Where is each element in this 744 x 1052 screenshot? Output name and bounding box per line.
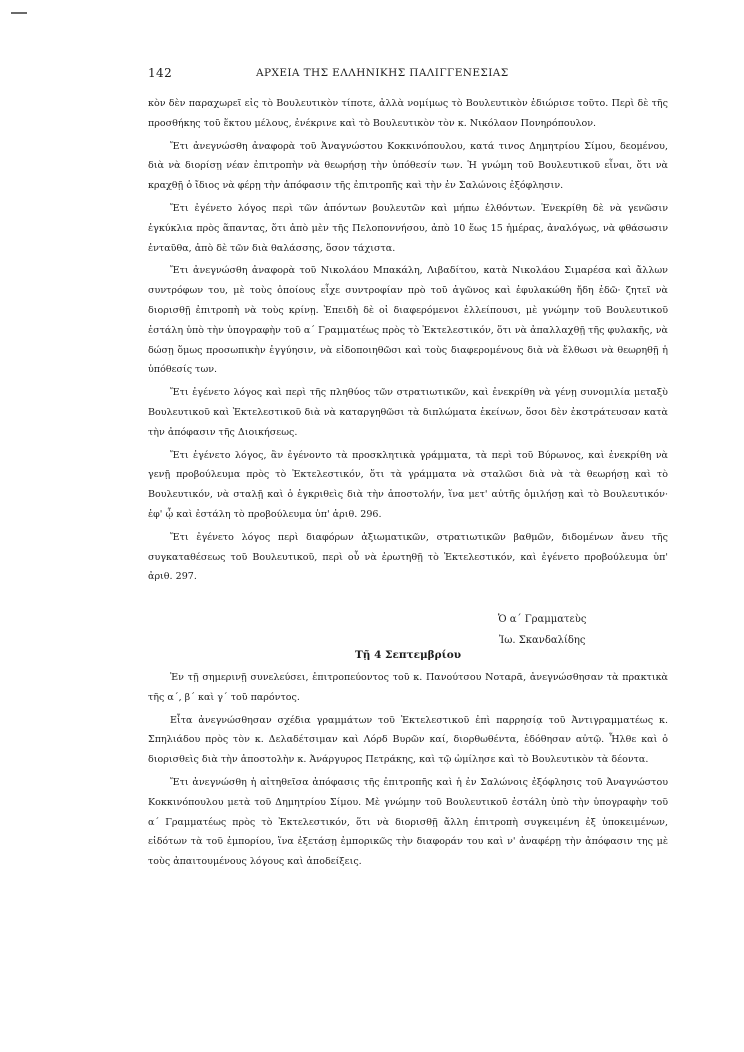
signature-block — [498, 609, 586, 651]
section-body-text — [148, 668, 668, 875]
paragraph: Ἐν τῇ σημερινῇ συνελεύσει, ἐπιτροπεύοντος τοῦ κ. Πανούτσου Νοταρᾶ, ἀνεγνώσθησαν τὰ πρακτικὰ τῆς α΄, β΄ καὶ γ΄ τοῦ παρόντος. — [148, 672, 668, 703]
scan-mark — [11, 12, 27, 14]
paragraph: Ἔτι ἐγένετο λόγος περὶ διαφόρων ἀξιωματικῶν, στρατιωτικῶν βαθμῶν, διδομένων ἄνευ τῆς συγκαταθέσεως τοῦ Βουλευτικοῦ, περὶ οὗ νὰ ἐρωτηθῇ τὸ Ἐκτελεστικόν, καὶ ἐγένετο προβούλευμα ὑπ' ἀριθ. 297. — [148, 531, 668, 583]
paragraph: κὸν δὲν παραχωρεῖ εἰς τὸ Βουλευτικὸν τίποτε, ἀλλὰ νομίμως τὸ Βουλευτικὸν ἐδιώρισε τοῦτο. Περὶ δὲ τῆς προσθήκης τοῦ ἕκτου μέλους, ἐνέκρινε καὶ τὸ Βουλευτικὸν τὸν κ. Νικόλαον Πονηρόπουλον. — [148, 98, 668, 129]
paragraph: Ἔτι ἀνεγνώσθη ἡ αἰτηθεῖσα ἀπόφασις τῆς ἐπιτροπῆς καὶ ἡ ἐν Σαλώνοις ἐξόφλησις τοῦ Ἀναγνώστου Κοκκινόπουλου μετὰ τοῦ Δημητρίου Σίμου. Μὲ γνώμην τοῦ Βουλευτικοῦ ἐστάλη ὑπὸ τὴν ὑπογραφὴν τοῦ α΄ Γραμματέως πρὸς τὸ Ἐκτελεστικόν, ὅτι νὰ διορισθῇ ἄλλη ἐπιτροπὴ συγκειμένη ἐξ ὑποκειμένων, εἰδότων τὰ τοῦ ἐμπορίου, ἵνα ἐξετάσῃ ἐμπορικῶς τὴν διαφοράν του καὶ ν' ἀναφέρῃ τὴν ἀπόφασιν της μὲ τοὺς ἀπαιτουμένους λόγους καὶ ἀποδείξεις. — [148, 776, 668, 868]
page-number: 142 — [148, 66, 173, 80]
signature-name: Ἰω. Σκανδαλίδης — [499, 635, 586, 646]
paragraph: Ἔτι ἐγένετο λόγος περὶ τῶν ἀπόντων βουλευτῶν καὶ μήπω ἐλθόντων. Ἐνεκρίθη δὲ νὰ γενῶσιν ἐγκύκλια πρὸς ἅπαντας, ὅτι ἀπὸ μὲν τῆς Πελοποννήσου, ἀπὸ 10 ἕως 15 ἡμέρας, ἀναλόγως, νὰ φθάσωσιν ἐνταῦθα, ἀπὸ δὲ τῶν διὰ θαλάσσης, ὅσον τάχιστα. — [148, 202, 668, 254]
paragraph: Ἔτι ἀνεγνώσθη ἀναφορὰ τοῦ Ἀναγνώστου Κοκκινόπουλου, κατά τινος Δημητρίου Σίμου, δεομένου, διὰ νὰ διορίσῃ νέαν ἐπιτροπὴν νὰ θεωρήσῃ τὴν ὑπόθεσίν των. Ἡ γνώμη τοῦ Βουλευτικοῦ εἶναι, ὅτι νὰ κραχθῇ ὁ ἴδιος νὰ φέρῃ τὴν ἀπόφασιν τῆς ἐπιτροπῆς καὶ τὴν ἐν Σαλώνοις ἐξόφλησιν. — [148, 140, 668, 192]
paragraph: Ἔτι ἐγένετο λόγος καὶ περὶ τῆς πληθύος τῶν στρατιωτικῶν, καὶ ἐνεκρίθη νὰ γένῃ συνομιλία μεταξὺ Βουλευτικοῦ καὶ Ἐκτελεστικοῦ διὰ νὰ καταργηθῶσι τὰ διπλώματα ἐκείνων, ὅσοι δὲν ἐκστράτευσαν κατὰ τὴν ἀπόφασιν τῆς Διοικήσεως. — [148, 387, 668, 438]
paragraph: Ἔτι ἀνεγνώσθη ἀναφορὰ τοῦ Νικολάου Μπακάλη, Λιβαδίτου, κατὰ Νικολάου Σιμαρέσα καὶ ἄλλων συντρόφων του, μὲ τοὺς ὁποίους εἶχε συντροφίαν πρὸ τοῦ ἀγῶνος καὶ ἐφυλακώθη ἤδη ἐδῶ· ζητεῖ νὰ διορισθῇ ἐπιτροπὴ νὰ τοὺς κρίνῃ. Ἐπειδὴ δὲ οἱ διαφερόμενοι ἐλλείπουσι, μὲ γνώμην τοῦ Βουλευτικοῦ ἐστάλη ὑπὸ τὴν ὑπογραφὴν τοῦ α΄ Γραμματέως πρὸς τὸ Ἐκτελεστικόν, ὅτι νὰ ἀπαλλαχθῇ τῆς φυλακῆς, νὰ δώσῃ ὅμως προσωπικὴν ἐγγύησιν, νὰ εἰδοποιηθῶσι καὶ τοὺς διαφερομένους διὰ νὰ ἔλθωσι νὰ θεωρηθῇ ἡ ὑπόθεσίς των. — [148, 265, 668, 376]
paragraph: Ἔτι ἐγένετο λόγος, ἂν ἐγένοντο τὰ προσκλητικὰ γράμματα, τὰ περὶ τοῦ Βύρωνος, καὶ ἐνεκρίθη νὰ γενῇ προβούλευμα πρὸς τὸ Ἐκτελεστικόν, ὅτι τὰ γράμματα νὰ σταλῶσι διὰ νὰ τὰ θεωρήσῃ καὶ τὸ Βουλευτικόν, νὰ σταλῇ καὶ ὁ ἐγκριθεὶς διὰ τὴν ἀποστολήν, ἵνα μετ' αὐτῆς ὁμιλήσῃ καὶ τὸ Βουλευτικόν· ἐφ' ᾧ καὶ ἐστάλη τὸ προβούλευμα ὑπ' ἀριθ. 296. — [148, 449, 668, 520]
running-head — [148, 66, 668, 84]
section-heading: Τῇ 4 Σεπτεμβρίου — [354, 649, 461, 661]
paragraph: Εἶτα ἀνεγνώσθησαν σχέδια γραμμάτων τοῦ Ἐκτελεστικοῦ ἐπὶ παρρησίᾳ τοῦ Ἀντιγραμματέως κ. Σπηλιάδου πρὸς τὸν κ. Δελαδέτσιμαν καὶ Λόρδ Βυρῶν καί, διορθωθέντα, ἐδόθησαν αὐτῷ. Ἦλθε καὶ ὁ διορισθεὶς διὰ τὴν ἀποστολὴν κ. Ἀνάργυρος Πετράκης, καὶ τῷ ὡμίλησε καὶ τὸ Βουλευτικὸν τὰ δέοντα. — [148, 714, 668, 766]
signature-role: Ὁ α΄ Γραμματεὺς — [498, 614, 587, 625]
running-title: ΑΡΧΕΙΑ ΤΗΣ ΕΛΛΗΝΙΚΗΣ ΠΑΛΙΓΓΕΝΕΣΙΑΣ — [256, 67, 509, 79]
body-text — [148, 94, 668, 590]
